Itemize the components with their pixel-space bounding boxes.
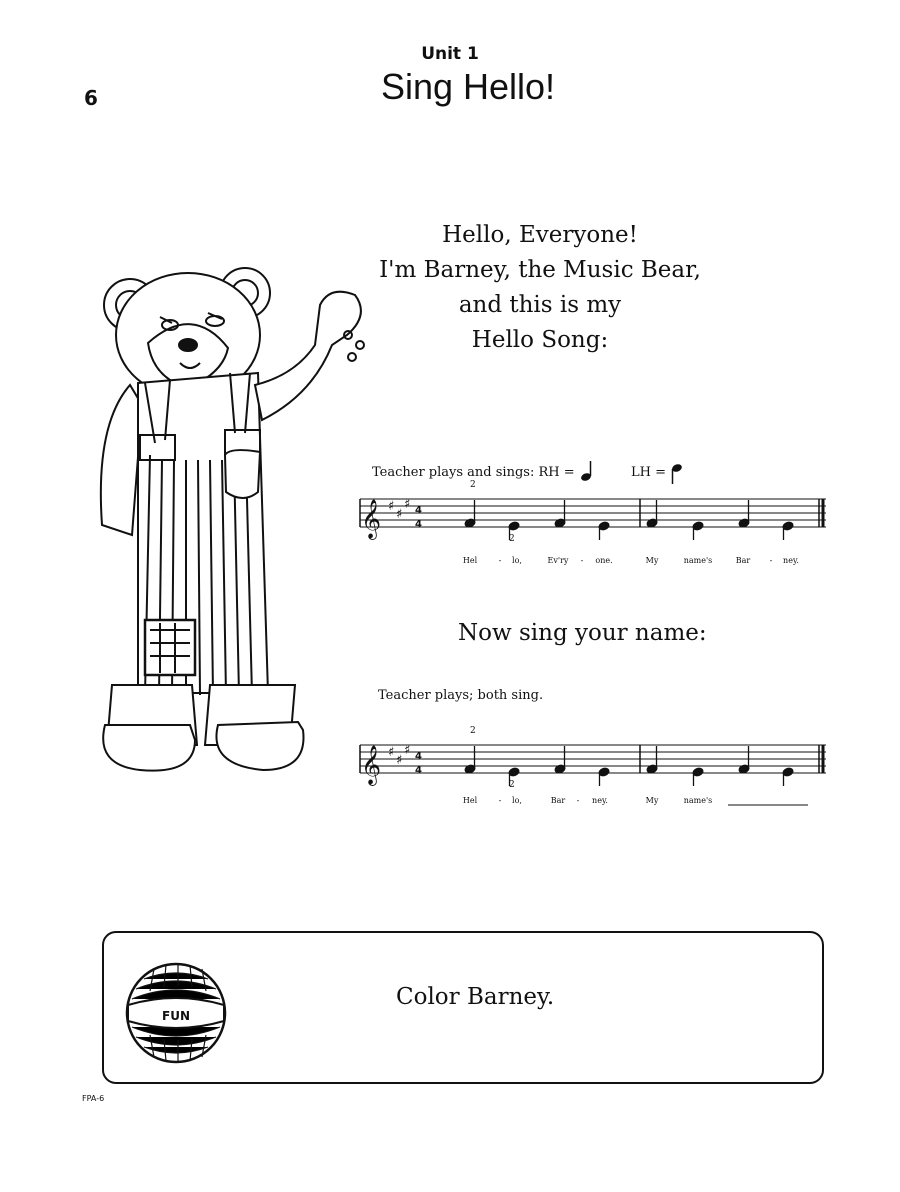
svg-text:𝄞: 𝄞: [361, 745, 382, 785]
fingering-number: 2: [509, 534, 515, 544]
lyric-syllable: lo,: [512, 796, 522, 805]
lyric-syllable: Bar: [550, 796, 566, 805]
page-number: 6: [84, 86, 98, 110]
svg-text:♯: ♯: [404, 743, 411, 758]
song1-instruction: [372, 452, 684, 480]
lyric-syllable: one.: [595, 556, 613, 565]
unit-label: Unit 1: [421, 44, 479, 64]
lyric-syllable: -: [769, 556, 773, 565]
lh-label: LH =: [631, 465, 667, 480]
lyric-syllable: Bar: [735, 556, 751, 565]
svg-text:4: 4: [415, 505, 422, 516]
svg-text:♯: ♯: [388, 499, 395, 514]
quarter-note-stem-down-icon: [670, 462, 684, 486]
fun-badge-label: FUN: [162, 1009, 190, 1023]
footer-code: FPA-6: [82, 1094, 105, 1103]
fingering-number: 2: [509, 780, 515, 790]
lyric-syllable: Ev'ry: [547, 556, 569, 565]
svg-text:4: 4: [415, 519, 422, 530]
lyric-syllable: ney.: [592, 796, 608, 805]
intro-line: Hello Song:: [471, 327, 609, 353]
svg-text:♯: ♯: [396, 507, 403, 522]
quarter-note-stem-up-icon: [579, 460, 597, 482]
lyric-syllable: Hel: [462, 556, 478, 565]
intro-line: Hello, Everyone!: [442, 222, 638, 248]
page-title: Sing Hello!: [380, 66, 556, 107]
lyric-syllable: My: [645, 796, 659, 805]
lyric-syllable: -: [498, 556, 502, 565]
music-staff-2: [356, 738, 836, 788]
lyric-syllable: ney.: [783, 556, 799, 565]
svg-text:4: 4: [415, 751, 422, 762]
prompt-text: Now sing your name:: [458, 620, 707, 646]
intro-text: [330, 218, 750, 358]
lyric-syllable: lo,: [512, 556, 522, 565]
fun-ball-icon: [124, 961, 228, 1065]
instruction-text: Teacher plays and sings: RH =: [372, 465, 575, 480]
svg-text:♯: ♯: [404, 497, 411, 512]
music-staff-1: [356, 492, 836, 542]
lyric-syllable: My: [645, 556, 659, 565]
lyric-syllable: Hel: [462, 796, 478, 805]
name-blank-line: [728, 802, 808, 808]
fingering-number: 2: [470, 726, 476, 736]
lyric-syllable: name's: [683, 556, 713, 565]
svg-text:♯: ♯: [396, 753, 403, 768]
intro-line: and this is my: [458, 292, 622, 318]
lyric-syllable: -: [498, 796, 502, 805]
lyric-syllable: name's: [683, 796, 713, 805]
lyric-syllable: -: [576, 796, 580, 805]
fingering-number: 2: [470, 480, 476, 490]
svg-text:♯: ♯: [388, 745, 395, 760]
intro-line: I'm Barney, the Music Bear,: [379, 257, 701, 283]
song2-instruction: Teacher plays; both sing.: [378, 688, 544, 703]
svg-text:4: 4: [415, 765, 422, 776]
svg-text:𝄞: 𝄞: [361, 499, 382, 539]
fun-box-text: Color Barney.: [396, 984, 555, 1010]
lyric-syllable: -: [580, 556, 584, 565]
